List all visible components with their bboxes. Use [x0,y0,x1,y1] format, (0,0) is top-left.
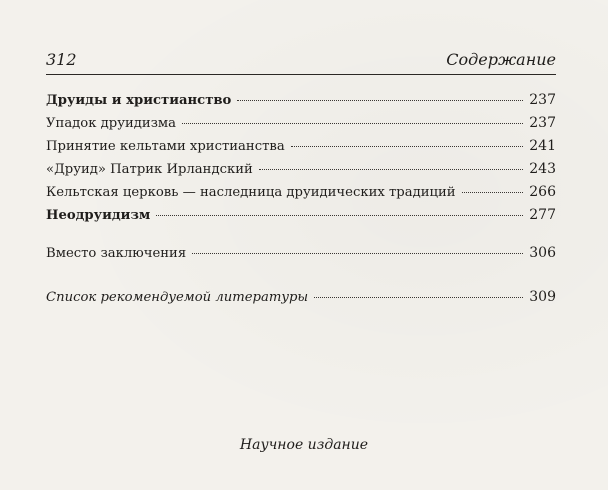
toc-entry [46,184,556,204]
dot-leader [462,192,524,193]
toc-entry-title: «Друид» Патрик Ирландский [46,162,253,177]
page-number: 312 [46,50,77,69]
toc-entry [46,245,556,265]
running-header [46,48,556,75]
toc-entry-page: 266 [529,184,556,200]
toc-entry-title: Друиды и христианство [46,93,232,108]
toc-entry-page: 237 [529,92,556,108]
toc-entry-title: Упадок друидизма [46,116,177,131]
toc-entry-title: Принятие кельтами христианства [46,139,285,154]
dot-leader [156,215,523,216]
toc-entry-title: Кельтская церковь — наследница друидических традиций [46,185,456,200]
toc-entry-title: Вместо заключения [46,246,187,261]
toc-entry-page: 237 [529,115,556,131]
toc-entry-page: 243 [529,161,556,177]
toc-entry [46,289,556,309]
toc-entry [46,138,556,158]
dot-leader [182,123,523,124]
dot-leader [237,100,523,101]
dot-leader [192,253,523,254]
toc-entry [46,92,556,112]
section-title: Содержание [446,50,556,69]
toc-entry-page: 241 [529,138,556,154]
toc-entry-page: 309 [529,289,556,305]
toc-entry-page: 277 [529,207,556,223]
toc-entry-title: Список рекомендуемой литературы [46,290,309,305]
dot-leader [291,146,524,147]
toc-entry [46,207,556,227]
toc-entry [46,115,556,135]
dot-leader [314,297,523,298]
dot-leader [259,169,523,170]
edition-note: Научное издание [239,437,369,453]
toc-entry [46,161,556,181]
toc-entry-title: Неодруидизм [46,208,151,223]
toc-entry-page: 306 [529,245,556,261]
